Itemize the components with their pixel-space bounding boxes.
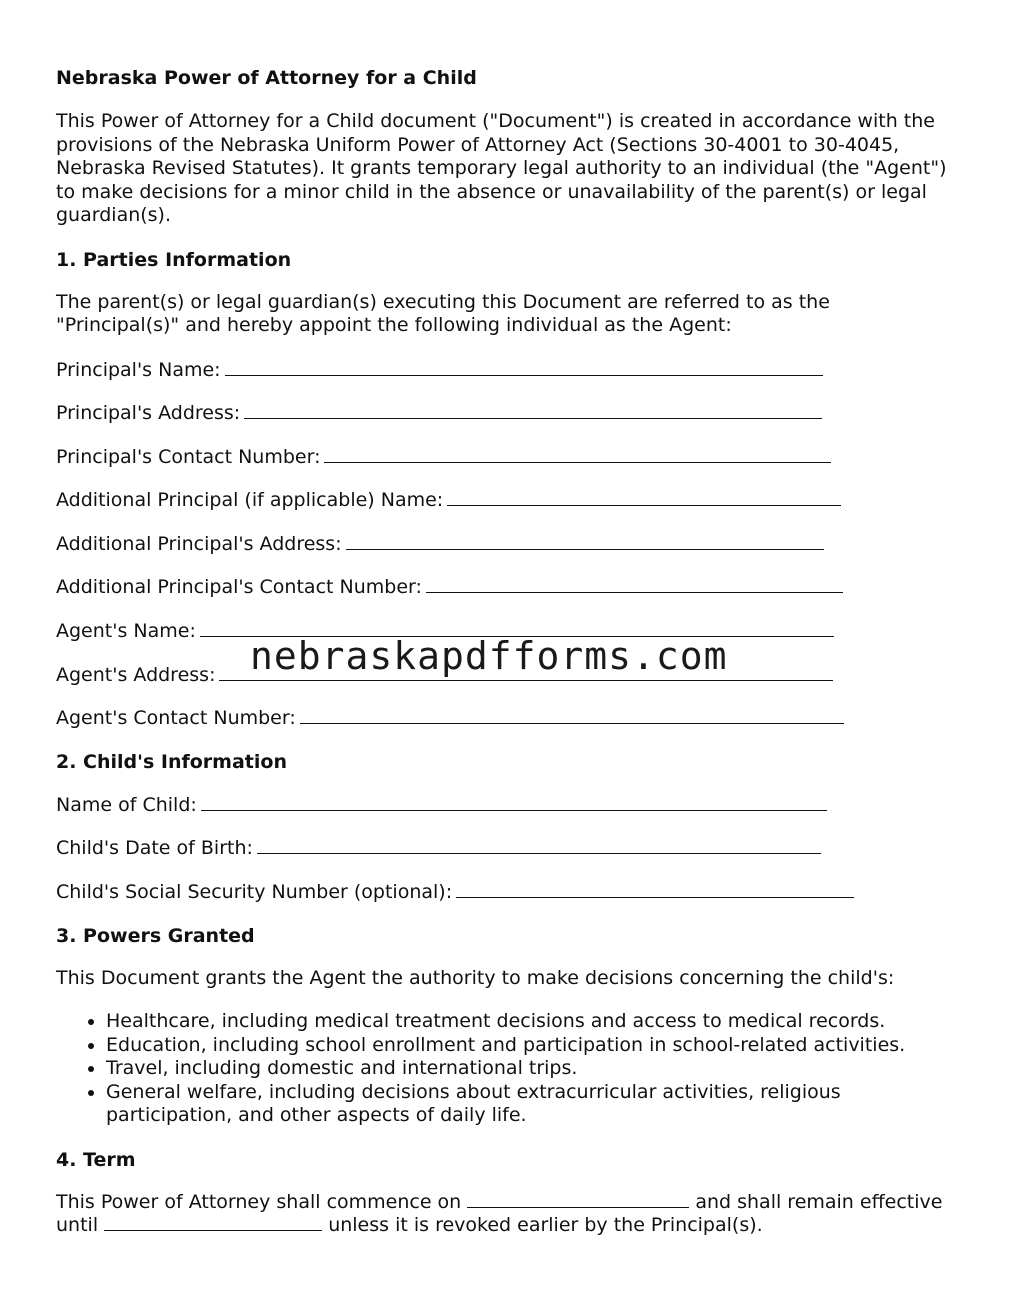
field-label: Agent's Address: <box>56 663 216 686</box>
field-additional-principal-name <box>56 488 956 512</box>
field-label: Principal's Name: <box>56 358 221 381</box>
fill-in-line[interactable] <box>324 447 831 463</box>
section-2-heading: 2. Child's Information <box>56 750 287 773</box>
fill-in-line[interactable] <box>426 577 843 593</box>
field-child-ssn <box>56 880 956 904</box>
field-label: Additional Principal's Address: <box>56 532 342 555</box>
term-text-start: This Power of Attorney shall commence on <box>56 1190 462 1213</box>
fill-in-line[interactable] <box>201 795 827 811</box>
field-label: Name of Child: <box>56 793 197 816</box>
fill-in-line[interactable] <box>257 838 821 854</box>
watermark-text: nebraskapdfforms.com <box>250 634 728 678</box>
section-3-heading: 3. Powers Granted <box>56 924 255 947</box>
power-item-healthcare: • Healthcare, including medical treatment decisions and access to medical records. <box>106 1010 956 1034</box>
field-label: Child's Social Security Number (optional): <box>56 881 453 904</box>
field-label: Agent's Name: <box>56 620 196 643</box>
section-4-heading: 4. Term <box>56 1148 136 1171</box>
fill-in-line[interactable] <box>447 490 841 506</box>
field-label: Child's Date of Birth: <box>56 837 253 860</box>
fill-in-line[interactable] <box>244 403 822 419</box>
power-item-travel: • Travel, including domestic and international trips. <box>106 1057 956 1081</box>
field-label: Principal's Contact Number: <box>56 445 321 468</box>
section-3-text: This Document grants the Agent the authority to make decisions concerning the child's: <box>56 966 895 989</box>
section-1-heading: 1. Parties Information <box>56 248 292 271</box>
field-label: Additional Principal's Contact Number: <box>56 576 422 599</box>
end-date-line[interactable] <box>104 1215 322 1231</box>
field-additional-principal-contact <box>56 575 956 599</box>
section-1-text: The parent(s) or legal guardian(s) executing this Document are referred to as the "Principal(s)" and hereby appoint the following individual as the Agent: <box>56 290 830 336</box>
commence-date-line[interactable] <box>467 1192 689 1208</box>
term-text-end: unless it is revoked earlier by the Principal(s). <box>328 1214 763 1237</box>
field-label: Principal's Address: <box>56 402 241 425</box>
field-principal-contact <box>56 445 956 469</box>
intro-paragraph: This Power of Attorney for a Child document ("Document") is created in accordance with the provisions of the Nebraska Uniform Power of Attorney Act (Sections 30-4001 to 30-4045, Nebraska Revised Statutes). It grants temporary legal authority to an individual (the "Agent") to make decisions for a minor child in the absence or unavailability of the parent(s) or legal guardian(s). <box>56 110 947 226</box>
field-label: Additional Principal (if applicable) Name: <box>56 489 444 512</box>
powers-list <box>56 1010 956 1128</box>
fill-in-line[interactable] <box>456 882 854 898</box>
field-principal-name <box>56 358 956 382</box>
power-item-education: • Education, including school enrollment and participation in school-related activities. <box>106 1034 956 1058</box>
section-4-text <box>56 1191 956 1238</box>
fill-in-line[interactable] <box>225 360 823 376</box>
field-principal-address <box>56 401 956 425</box>
field-child-dob <box>56 836 956 860</box>
power-item-general-welfare: • General welfare, including decisions about extracurricular activities, religious participation, and other aspects of daily life. <box>106 1081 956 1128</box>
field-child-name <box>56 793 956 817</box>
field-agent-contact <box>56 706 956 730</box>
field-label: Agent's Contact Number: <box>56 707 296 730</box>
field-additional-principal-address <box>56 532 956 556</box>
document-title: Nebraska Power of Attorney for a Child <box>56 67 477 89</box>
fill-in-line[interactable] <box>346 534 824 550</box>
term-text-middle: and shall remain effective until <box>56 1190 943 1237</box>
fill-in-line[interactable] <box>300 708 844 724</box>
